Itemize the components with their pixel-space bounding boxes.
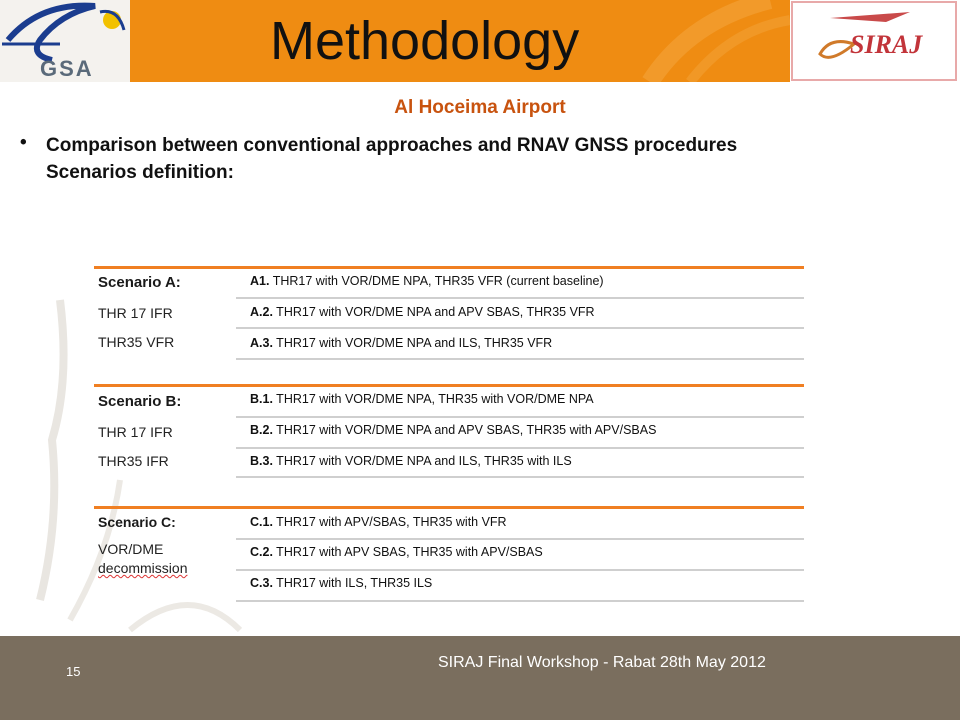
scenario-b-desc-1: THR 17 IFR bbox=[98, 424, 173, 440]
scenario-c-desc-2: decommission bbox=[98, 560, 188, 576]
table-row: C.2. THR17 with APV SBAS, THR35 with APV/SBAS bbox=[250, 545, 543, 559]
scenario-c-label: Scenario C: bbox=[98, 514, 176, 530]
row-divider bbox=[236, 297, 804, 299]
footer-event-text: SIRAJ Final Workshop - Rabat 28th May 2012 bbox=[438, 654, 766, 671]
page-title: Methodology bbox=[270, 11, 580, 71]
row-divider bbox=[236, 358, 804, 360]
table-row: A1. THR17 with VOR/DME NPA, THR35 VFR (current baseline) bbox=[250, 274, 604, 288]
scenario-a-rule bbox=[94, 266, 804, 269]
table-row: B.1. THR17 with VOR/DME NPA, THR35 with VOR/DME NPA bbox=[250, 392, 594, 406]
row-divider bbox=[236, 327, 804, 329]
slide-subtitle: Al Hoceima Airport bbox=[394, 97, 566, 118]
table-row: C.3. THR17 with ILS, THR35 ILS bbox=[250, 576, 433, 590]
row-divider bbox=[236, 476, 804, 478]
gsa-logo-text: GSA bbox=[40, 56, 94, 81]
table-row: A.2. THR17 with VOR/DME NPA and APV SBAS, THR35 VFR bbox=[250, 305, 595, 319]
scenario-a-desc-2: THR35 VFR bbox=[98, 334, 175, 350]
bullet-text bbox=[46, 132, 946, 186]
table-row: A.3. THR17 with VOR/DME NPA and ILS, THR35 VFR bbox=[250, 336, 553, 350]
scenario-a-desc-1: THR 17 IFR bbox=[98, 305, 173, 321]
scenario-c-rule bbox=[94, 506, 804, 509]
siraj-logo-text: SIRAJ bbox=[850, 30, 923, 59]
bullet-marker: • bbox=[20, 132, 27, 153]
scenario-c-desc-1: VOR/DME bbox=[98, 541, 164, 557]
row-divider bbox=[236, 447, 804, 449]
table-row: B.2. THR17 with VOR/DME NPA and APV SBAS, THR35 with APV/SBAS bbox=[250, 423, 657, 437]
table-row: B.3. THR17 with VOR/DME NPA and ILS, THR35 with ILS bbox=[250, 454, 572, 468]
row-divider bbox=[236, 538, 804, 540]
page-number: 15 bbox=[66, 664, 81, 679]
footer-bar bbox=[0, 636, 960, 720]
table-row: C.1. THR17 with APV/SBAS, THR35 with VFR bbox=[250, 515, 507, 529]
scenario-table bbox=[94, 262, 806, 607]
scenario-b-desc-2: THR35 IFR bbox=[98, 453, 169, 469]
row-divider bbox=[236, 416, 804, 418]
scenario-a-label: Scenario A: bbox=[98, 274, 181, 291]
row-divider bbox=[236, 600, 804, 602]
row-divider bbox=[236, 569, 804, 571]
scenario-b-label: Scenario B: bbox=[98, 393, 182, 410]
bullet-line-2: Scenarios definition: bbox=[46, 162, 234, 183]
gsa-logo bbox=[0, 0, 130, 82]
siraj-logo bbox=[790, 0, 960, 82]
scenario-b-rule bbox=[94, 384, 804, 387]
bullet-line-1: Comparison between conventional approaches and RNAV GNSS procedures bbox=[46, 135, 738, 156]
